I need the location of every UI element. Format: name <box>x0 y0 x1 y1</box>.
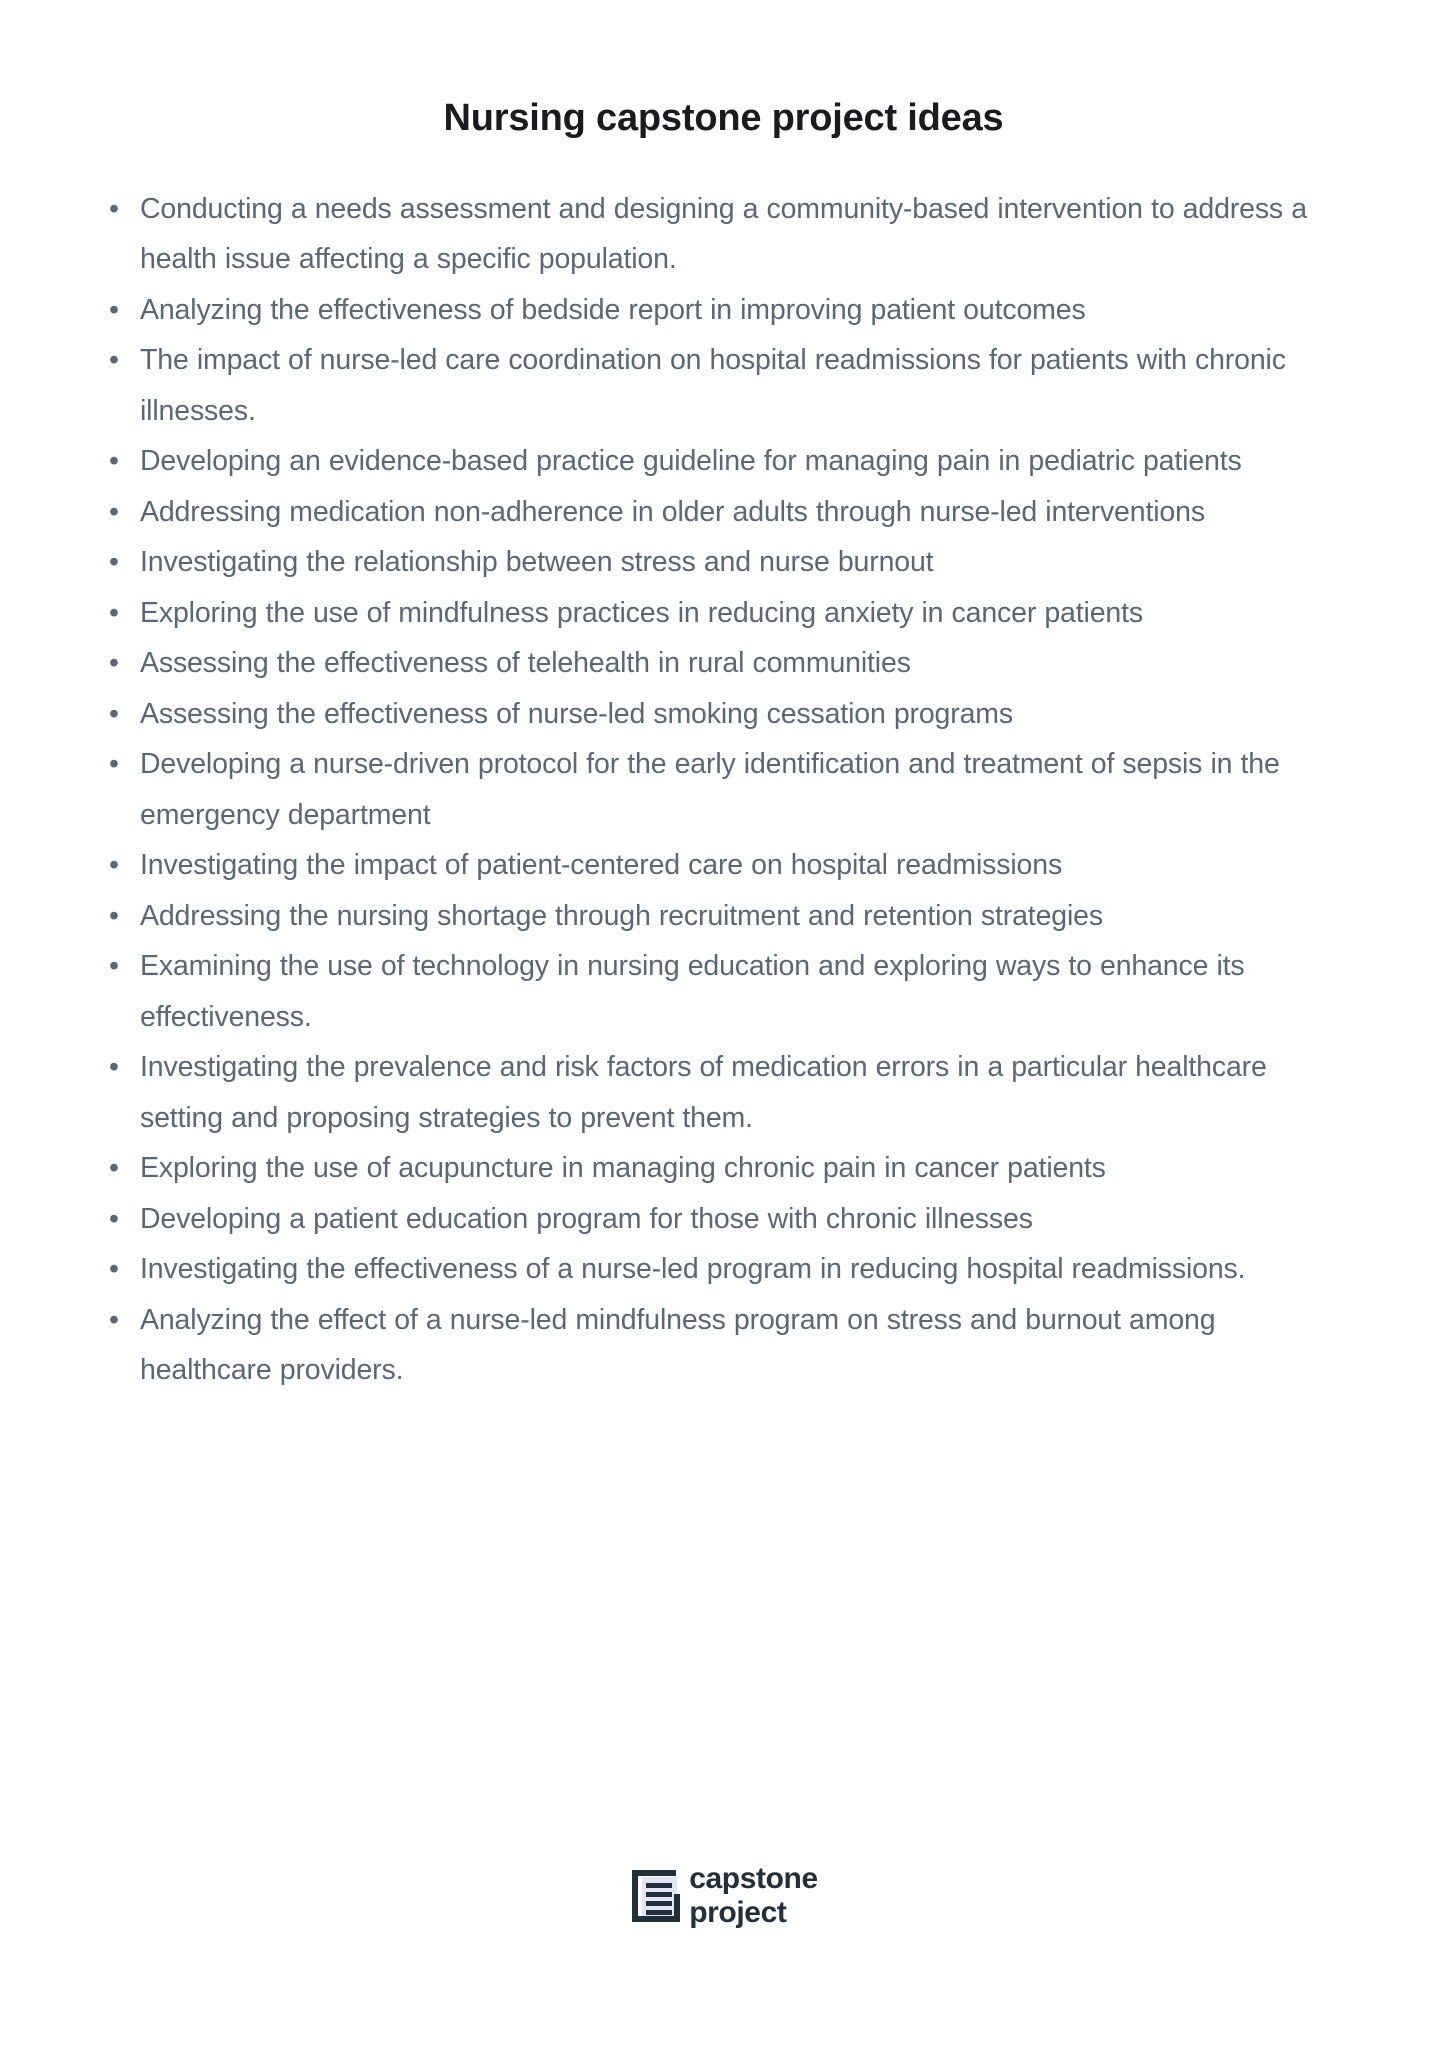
list-item-text: Developing a nurse-driven protocol for the early identification and treatment of sepsis in the emergency department <box>140 748 1280 831</box>
bullet-icon: • <box>109 647 119 680</box>
bullet-icon: • <box>109 1152 119 1185</box>
list-item-text: Developing a patient education program for those with chronic illnesses <box>140 1202 1033 1235</box>
nursing-capstone-idea-list <box>0 140 1447 1396</box>
list-item-text: The impact of nurse-led care coordination on hospital readmissions for patients with chronic illnesses. <box>140 344 1286 427</box>
bullet-icon: • <box>109 192 119 225</box>
list-item <box>104 638 1339 689</box>
logo-text-project: project <box>689 1896 787 1929</box>
list-item <box>104 1042 1339 1143</box>
footer-logo <box>0 1862 1447 1930</box>
bullet-icon: • <box>109 293 119 326</box>
page-title: Nursing capstone project ideas <box>443 97 1004 139</box>
list-item <box>104 1244 1339 1295</box>
list-item-text: Addressing medication non-adherence in older adults through nurse-led interventions <box>140 495 1205 528</box>
list-item-text: Conducting a needs assessment and designing a community-based intervention to address a health issue affecting a specific population. <box>140 192 1307 276</box>
list-item <box>104 436 1339 487</box>
bullet-icon: • <box>109 899 119 932</box>
bullet-icon: • <box>109 849 119 882</box>
bullet-icon: • <box>109 495 119 528</box>
list-item-text: Investigating the prevalence and risk factors of medication errors in a particular healthcare setting and proposing strategies to prevent them. <box>140 1051 1267 1134</box>
bullet-icon: • <box>109 596 119 629</box>
list-item <box>104 689 1339 740</box>
bullet-icon: • <box>109 950 119 983</box>
bullet-icon: • <box>109 344 119 377</box>
bullet-icon: • <box>109 748 119 781</box>
list-item <box>104 1143 1339 1194</box>
list-item <box>104 941 1339 1042</box>
list-item-text: Developing an evidence-based practice guideline for managing pain in pediatric patients <box>140 445 1242 478</box>
bullet-icon: • <box>109 445 119 478</box>
list-item-text: Assessing the effectiveness of nurse-led smoking cessation programs <box>140 697 1013 730</box>
document-lines-icon <box>629 1867 687 1925</box>
list-item <box>104 588 1339 639</box>
list-item-text: Assessing the effectiveness of telehealth in rural communities <box>140 647 911 680</box>
list-item <box>104 891 1339 942</box>
logo-wordmark <box>689 1862 818 1930</box>
list-item <box>104 184 1339 285</box>
list-item <box>104 1295 1339 1396</box>
list-item-text: Analyzing the effect of a nurse-led mindfulness program on stress and burnout among healthcare providers. <box>140 1303 1216 1387</box>
bullet-icon: • <box>109 1303 119 1336</box>
bullet-icon: • <box>109 1051 119 1084</box>
logo-text-capstone: capstone <box>689 1862 818 1895</box>
list-item <box>104 335 1339 436</box>
list-item-text: Analyzing the effectiveness of bedside report in improving patient outcomes <box>140 293 1086 326</box>
list-item-text: Investigating the effectiveness of a nurse-led program in reducing hospital readmissions. <box>140 1253 1246 1286</box>
logo-lockup <box>629 1862 818 1930</box>
list-item-text: Investigating the relationship between stress and nurse burnout <box>140 546 934 579</box>
list-item <box>104 537 1339 588</box>
list-item-text: Exploring the use of mindfulness practices in reducing anxiety in cancer patients <box>140 596 1143 629</box>
list-item-text: Exploring the use of acupuncture in managing chronic pain in cancer patients <box>140 1152 1106 1185</box>
list-item-text: Addressing the nursing shortage through recruitment and retention strategies <box>140 899 1103 932</box>
bullet-icon: • <box>109 1253 119 1286</box>
list-item-text: Examining the use of technology in nursing education and exploring ways to enhance its effectiveness. <box>140 950 1245 1033</box>
list-item <box>104 487 1339 538</box>
list-item <box>104 285 1339 336</box>
bullet-icon: • <box>109 546 119 579</box>
bullet-icon: • <box>109 697 119 730</box>
bullet-icon: • <box>109 1202 119 1235</box>
list-item <box>104 1194 1339 1245</box>
list-item <box>104 840 1339 891</box>
list-item <box>104 739 1339 840</box>
list-item-text: Investigating the impact of patient-centered care on hospital readmissions <box>140 849 1063 882</box>
